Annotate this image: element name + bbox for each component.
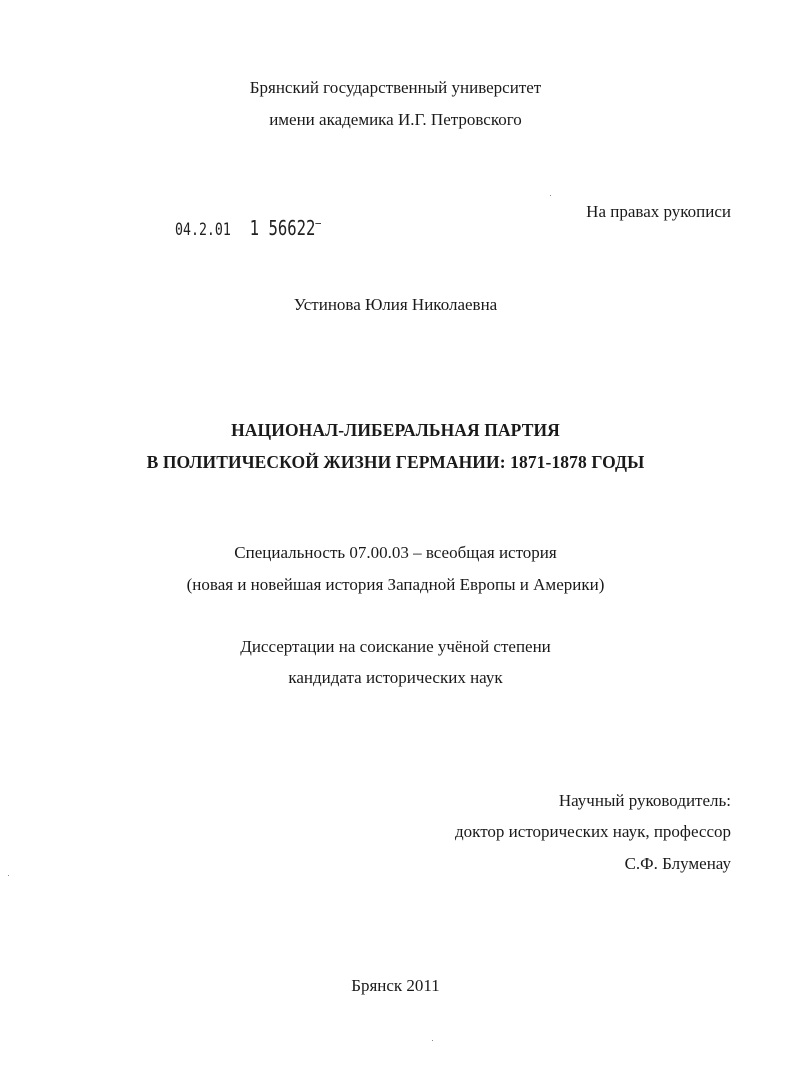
scan-speck (8, 875, 9, 876)
stamp-number: 1 56622 (249, 216, 316, 240)
stamp-mark: – (315, 216, 322, 230)
degree-line2: кандидата исторических наук (288, 668, 503, 687)
supervisor-name: С.Ф. Блуменау (624, 854, 731, 873)
university-name-line1: Брянский государственный университет (249, 78, 542, 97)
dissertation-title-line1: НАЦИОНАЛ-ЛИБЕРАЛЬНАЯ ПАРТИЯ (231, 420, 560, 440)
supervisor-credentials: доктор исторических наук, профессор (455, 822, 731, 841)
scan-speck (432, 1040, 433, 1041)
dissertation-title-line2: В ПОЛИТИЧЕСКОЙ ЖИЗНИ ГЕРМАНИИ: 1871-1878 ГОДЫ (146, 452, 645, 472)
stamp-date-code: 04.2.01 (175, 220, 231, 240)
supervisor-label: Научный руководитель: (558, 791, 731, 810)
city-year: Брянск 2011 (351, 976, 440, 995)
library-stamp (175, 216, 321, 240)
degree-line1: Диссертации на соискание учёной степени (240, 637, 551, 656)
specialty-line2: (новая и новейшая история Западной Европы и Америки) (186, 575, 605, 594)
rights-note: На правах рукописи (586, 202, 731, 221)
scan-speck (550, 195, 551, 196)
author-name: Устинова Юлия Николаевна (293, 295, 498, 314)
specialty-line1: Специальность 07.00.03 – всеобщая история (234, 543, 557, 562)
university-name-line2: имени академика И.Г. Петровского (269, 110, 522, 129)
